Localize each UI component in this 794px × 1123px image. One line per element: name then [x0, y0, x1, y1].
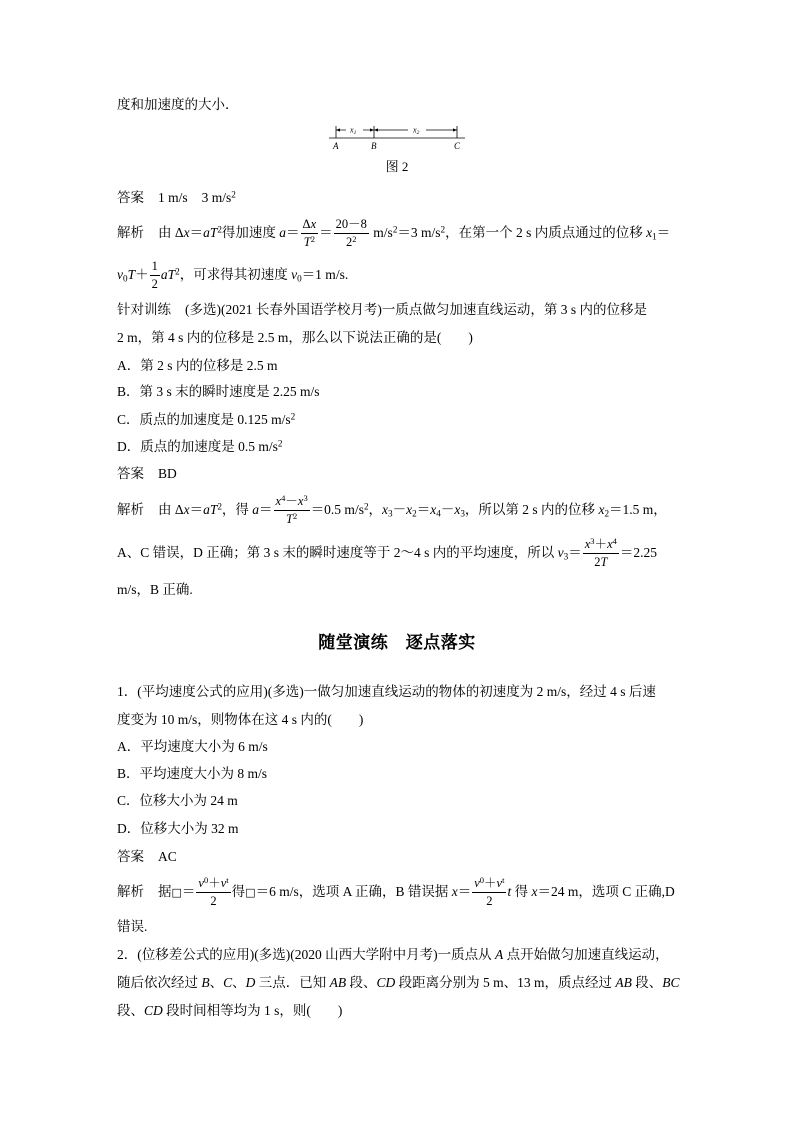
- text: 20－8: [335, 217, 367, 232]
- sup: 2: [277, 438, 283, 449]
- answer-label: 答案: [117, 190, 144, 205]
- option-text: A．平均速度大小为 6 m/s: [117, 739, 268, 754]
- sup: 2: [292, 511, 298, 522]
- text: 段、: [117, 1003, 144, 1018]
- numerator: [274, 494, 310, 511]
- answer-value: BD: [158, 466, 177, 481]
- answer-label: 答案: [117, 466, 144, 481]
- text: ＝: [656, 225, 671, 240]
- practice-text: (多选)(2021 长春外国语学校月考)一质点做匀加速直线运动，第 3 s 内的位移是: [185, 302, 647, 317]
- missing-glyph-box: □: [245, 886, 256, 899]
- sub: 0: [123, 273, 128, 284]
- text: ＋: [208, 876, 221, 891]
- var: C: [223, 975, 233, 990]
- sup: 4: [612, 536, 617, 547]
- option-text: B．平均速度大小为 8 m/s: [117, 766, 268, 781]
- text: 、: [232, 975, 246, 990]
- question-text: 度变为 10 m/s，则物体在这 4 s 内的( ): [117, 712, 364, 727]
- sup: 2: [310, 234, 315, 245]
- option-text: C．质点的加速度是 0.125 m/s: [117, 412, 291, 427]
- text: 随后依次经过: [117, 975, 202, 990]
- var: v: [291, 267, 298, 282]
- var: x: [382, 502, 389, 517]
- text: ＝1.5 m，: [609, 502, 667, 517]
- text: ＝: [259, 502, 273, 517]
- denominator: [583, 554, 619, 570]
- sup: 4: [281, 493, 286, 504]
- var: aT: [203, 502, 218, 517]
- label-x1-sub: 1: [353, 130, 357, 136]
- label-x2-sub: 2: [416, 130, 420, 136]
- label-x2: [412, 126, 420, 137]
- text: 据: [158, 884, 172, 899]
- var: x: [584, 537, 591, 552]
- text: 得: [511, 884, 532, 899]
- denominator: [472, 893, 506, 909]
- text: 2．(位移差公式的应用)(多选)(2020 山西大学附中月考)一质点从: [117, 947, 495, 962]
- denominator: [274, 511, 310, 527]
- var: A: [494, 947, 504, 962]
- var: x: [451, 884, 458, 899]
- var: T: [127, 267, 136, 282]
- fraction: [583, 537, 619, 570]
- text: ＝: [457, 884, 472, 899]
- practice-analysis-line-3: [117, 570, 193, 610]
- answer-value-2: 3 m/s: [201, 190, 232, 205]
- sub: 1: [652, 231, 657, 242]
- var: v: [474, 876, 480, 891]
- example-answer: [117, 178, 236, 218]
- practice-analysis-line-1: [117, 490, 667, 530]
- text: ＝6 m/s，选项 A 正确，B 错误据: [255, 884, 452, 899]
- text: －: [392, 502, 407, 517]
- sup: 0: [479, 875, 485, 886]
- text: ＝1 m/s.: [301, 267, 349, 282]
- var: T: [600, 555, 608, 570]
- sub: 0: [297, 273, 302, 284]
- sup: 2: [392, 224, 398, 235]
- var: T: [286, 512, 293, 527]
- point-a: A: [333, 141, 339, 151]
- text: －: [440, 502, 455, 517]
- practice-answer: [117, 454, 177, 494]
- option-text: D．质点的加速度是 0.5 m/s: [117, 439, 278, 454]
- text: ＝: [189, 225, 204, 240]
- numerator: [150, 259, 160, 276]
- numerator: [583, 537, 619, 554]
- var: t: [507, 884, 512, 899]
- intro-line: [117, 85, 239, 125]
- var: v: [198, 876, 204, 891]
- analysis-label: 解析: [117, 225, 144, 240]
- option-text: C．位移大小为 24 m: [117, 793, 238, 808]
- example-analysis-line-2: [117, 255, 348, 295]
- arrow-x1-left: [336, 128, 340, 131]
- text: 得加速度: [221, 225, 280, 240]
- sup: 3: [303, 493, 308, 504]
- denominator: [196, 893, 230, 909]
- var: x: [275, 494, 282, 509]
- question-1-answer: [117, 837, 177, 877]
- var: x: [454, 502, 461, 517]
- text: m/s: [369, 225, 393, 240]
- text: ，得: [221, 502, 253, 517]
- sup: 3: [590, 536, 595, 547]
- fraction: [472, 876, 506, 909]
- answer-value-2-sup: 2: [231, 189, 236, 200]
- text: ，可求得其初速度: [179, 267, 292, 282]
- text: A、C 错误，D 正确；第 3 s 末的瞬时速度等于 2～4 s 内的平均速度，所以: [117, 545, 558, 560]
- text: ＝: [181, 884, 196, 899]
- sup: 2: [217, 501, 222, 512]
- text: 2: [151, 277, 158, 292]
- var: x: [646, 225, 653, 240]
- label-x1-var: x: [350, 125, 354, 135]
- analysis-label: 解析: [117, 884, 144, 899]
- var: v: [496, 876, 503, 891]
- text: ＝: [416, 502, 431, 517]
- text: ＝: [568, 545, 582, 560]
- var: v: [557, 545, 564, 560]
- text: 由 Δ: [158, 225, 184, 240]
- sup: 0: [203, 875, 209, 886]
- var: x: [297, 494, 304, 509]
- sup: 2: [290, 411, 296, 422]
- text: 得: [231, 884, 246, 899]
- text: ＝: [319, 225, 333, 240]
- text: 2: [486, 894, 493, 909]
- var: a: [252, 502, 260, 517]
- text: 点开始做匀加速直线运动，: [503, 947, 669, 962]
- figure-caption: 图 2: [385, 159, 409, 174]
- label-x1: [349, 126, 357, 137]
- text: 段、: [346, 975, 377, 990]
- arrow-x2-right: [453, 128, 457, 131]
- numerator: [334, 217, 369, 234]
- intro-text: 度和加速度的大小．: [117, 97, 239, 112]
- sub: 3: [460, 508, 465, 519]
- text: m/s，B 正确.: [117, 582, 193, 597]
- text: ＋: [484, 876, 497, 891]
- answer-label: 答案: [117, 849, 144, 864]
- fraction: [334, 217, 369, 250]
- text: 段、: [631, 975, 663, 990]
- var: x: [607, 537, 613, 552]
- text: ＝2.25: [619, 545, 657, 560]
- text: －: [285, 494, 298, 509]
- missing-glyph-box: □: [171, 886, 182, 899]
- text: ＝3 m/s: [397, 225, 441, 240]
- text: Δ: [302, 217, 311, 232]
- figure-2-diagram: [325, 120, 470, 154]
- sup: 2: [217, 224, 222, 235]
- var: x: [598, 502, 605, 517]
- sup: 2: [352, 234, 357, 245]
- sup: 2: [440, 224, 446, 235]
- fraction: [196, 876, 230, 909]
- question-1-analysis-line-1: [117, 872, 675, 912]
- sup: 2: [363, 501, 369, 512]
- var: aT: [160, 267, 176, 282]
- practice-label: 针对训练: [117, 302, 171, 317]
- var: AB: [615, 975, 632, 990]
- text: 错误.: [117, 919, 148, 934]
- text: 1: [151, 259, 158, 274]
- section-title: 随堂演练 逐点落实: [318, 633, 476, 652]
- text: ＝0.5 m/s: [310, 502, 364, 517]
- option-text: B．第 3 s 末的瞬时速度是 2.25 m/s: [117, 384, 320, 399]
- option-text: A．第 2 s 内的位移是 2.5 m: [117, 358, 278, 373]
- text: ＋: [135, 267, 149, 282]
- var: x: [183, 502, 190, 517]
- arrow-x2-left: [374, 128, 378, 131]
- fraction: [301, 217, 319, 250]
- text: 2: [594, 555, 601, 570]
- option-text: D．位移大小为 32 m: [117, 821, 239, 836]
- text: ，所以第 2 s 内的位移: [464, 502, 599, 517]
- label-x2-var: x: [413, 125, 417, 135]
- text: 2: [210, 894, 217, 909]
- text: 段时间相等均为 1 s，则( ): [162, 1003, 343, 1018]
- var: B: [201, 975, 210, 990]
- sub: 3: [563, 551, 569, 562]
- text: ＝24 m，选项 C 正确,D: [537, 884, 675, 899]
- text: ＋: [594, 537, 608, 552]
- question-text: 1．(平均速度公式的应用)(多选)一做匀加速直线运动的物体的初速度为 2 m/s，经过 4 s 后速: [117, 684, 656, 699]
- var: x: [310, 217, 317, 232]
- text: ，在第一个 2 s 内质点通过的位移: [445, 225, 647, 240]
- numerator: [472, 876, 506, 893]
- denominator: [334, 234, 369, 250]
- analysis-label: 解析: [117, 502, 144, 517]
- arrow-x1-right: [370, 128, 374, 131]
- practice-text: 2 m，第 4 s 内的位移是 2.5 m，那么以下说法正确的是( ): [117, 330, 473, 345]
- var: x: [183, 225, 190, 240]
- answer-value: AC: [158, 849, 177, 864]
- var: a: [279, 225, 287, 240]
- numerator: [301, 217, 319, 234]
- question-2-line-3: [117, 991, 342, 1031]
- fraction: [274, 494, 310, 527]
- var: x: [531, 884, 538, 899]
- denominator: [301, 234, 319, 250]
- var: CD: [376, 975, 396, 990]
- fraction: [150, 259, 160, 292]
- sup: 2: [175, 266, 180, 277]
- sup: t: [226, 875, 229, 886]
- var: x: [406, 502, 413, 517]
- var: T: [303, 235, 311, 250]
- text: 2: [346, 235, 353, 250]
- sub: 2: [604, 508, 610, 519]
- point-b: B: [371, 141, 377, 151]
- var: BC: [662, 975, 680, 990]
- text: ＝: [286, 225, 300, 240]
- sub: 4: [436, 508, 441, 519]
- var: D: [245, 975, 256, 990]
- var: v: [117, 267, 123, 282]
- numerator: [196, 876, 230, 893]
- example-analysis-line-1: [117, 213, 670, 253]
- point-c: C: [454, 141, 461, 151]
- text: 、: [209, 975, 224, 990]
- var: v: [220, 876, 227, 891]
- var: x: [430, 502, 437, 517]
- var: AB: [329, 975, 347, 990]
- sup: t: [502, 875, 505, 886]
- practice-analysis-line-2: [117, 533, 657, 573]
- sub: 3: [388, 508, 393, 519]
- text: 由 Δ: [158, 502, 184, 517]
- text: ，: [368, 502, 383, 517]
- var: CD: [144, 1003, 163, 1018]
- sub: 2: [412, 508, 417, 519]
- text: 段距离分别为 5 m、13 m，质点经过: [395, 975, 616, 990]
- answer-value-1: 1 m/s: [158, 190, 188, 205]
- text: ＝: [189, 502, 204, 517]
- text: 三点．已知: [255, 975, 330, 990]
- var: aT: [203, 225, 218, 240]
